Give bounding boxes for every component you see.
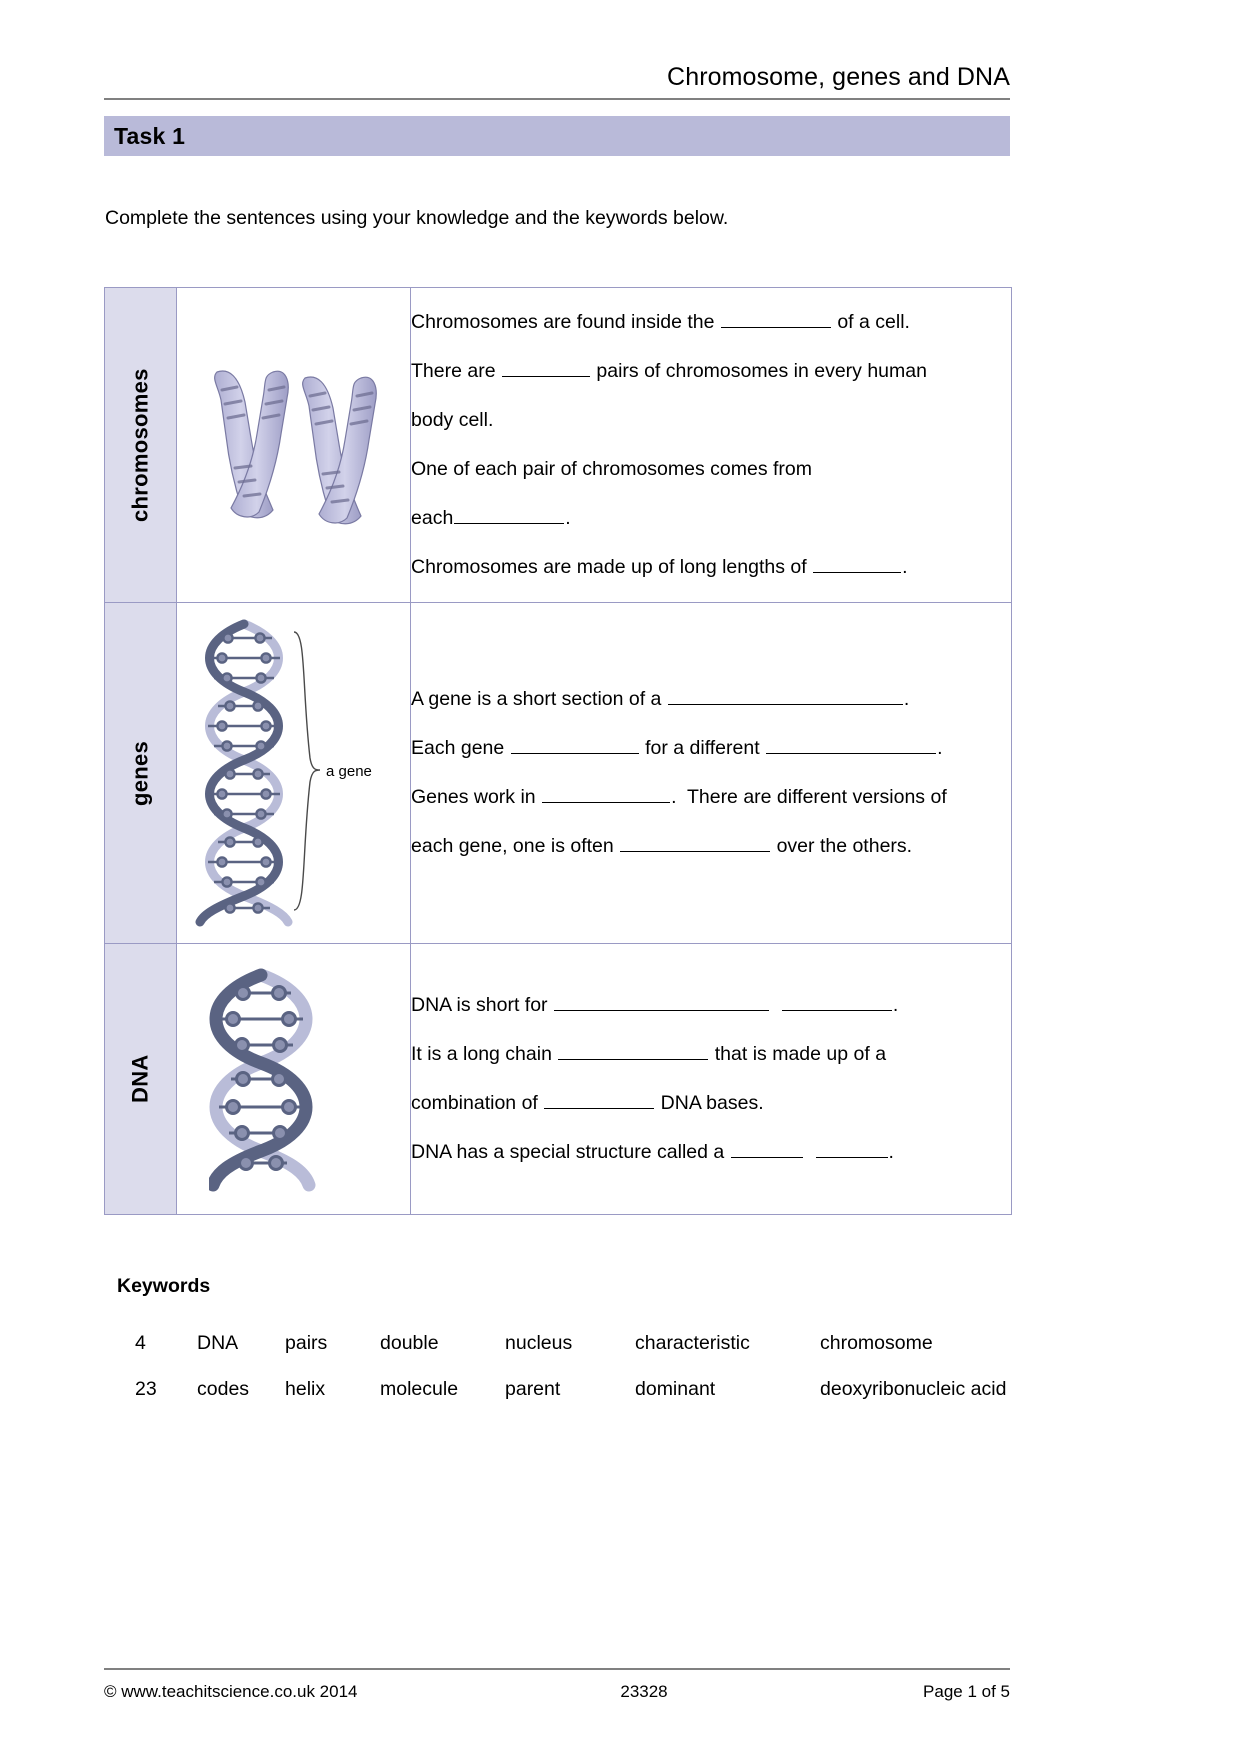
footer-page-number: Page 1 of 5 (923, 1682, 1010, 1701)
row-text-cell-chromosomes (411, 288, 1012, 603)
sentence: There are pairs of chromosomes in every human (411, 360, 927, 382)
keyword-item: characteristic (635, 1332, 750, 1354)
row-label-cell-chromosomes (105, 288, 177, 603)
answer-blank[interactable] (558, 1043, 708, 1060)
footer-copyright: © www.teachitscience.co.uk 2014 (104, 1682, 358, 1701)
row-label-chromosomes: chromosomes (127, 368, 153, 522)
task-banner-label: Task 1 (114, 122, 186, 149)
sentence: DNA is short for . (411, 994, 899, 1016)
answer-blank[interactable] (502, 360, 590, 377)
answer-blank[interactable] (542, 786, 670, 803)
row-label-cell-genes (105, 603, 177, 944)
answer-blank[interactable] (668, 688, 903, 705)
table-row (105, 288, 1012, 603)
sentence: body cell. (411, 409, 494, 431)
row-label-genes: genes (127, 740, 153, 806)
header-title: Chromosome, genes and DNA (667, 63, 1010, 91)
keyword-item: helix (285, 1378, 326, 1400)
header-divider (104, 98, 1010, 100)
keyword-item: 23 (135, 1378, 157, 1400)
row-text-cell-dna (411, 944, 1012, 1215)
sentence: It is a long chain that is made up of a (411, 1043, 887, 1065)
footer-reference: 23328 (620, 1682, 668, 1701)
keywords-row (117, 1366, 1017, 1412)
answer-blank[interactable] (766, 737, 936, 754)
row-text-cell-genes (411, 603, 1012, 944)
row-label-dna: DNA (127, 1054, 153, 1104)
answer-blank[interactable] (816, 1141, 888, 1158)
answer-blank[interactable] (813, 556, 901, 573)
sentence: Genes work in . There are different versions of (411, 786, 947, 808)
answer-blank[interactable] (511, 737, 639, 754)
keyword-item: dominant (635, 1378, 716, 1400)
answer-blank[interactable] (782, 994, 892, 1011)
keyword-item: pairs (285, 1332, 328, 1354)
sentence: Chromosomes are made up of long lengths of . (411, 556, 908, 578)
keyword-item: nucleus (505, 1332, 573, 1354)
footer-divider (104, 1668, 1010, 1670)
row-image-cell-genes (177, 603, 411, 944)
keyword-item: parent (505, 1378, 561, 1400)
dna-double-helix-illustration (209, 967, 379, 1192)
keyword-item: codes (197, 1378, 250, 1400)
page-footer (104, 1668, 1010, 1704)
gene-bracket-label: a gene (325, 763, 372, 780)
sentence: DNA has a special structure called a . (411, 1141, 894, 1163)
chromosome-pair-illustration (199, 360, 389, 530)
answer-blank[interactable] (454, 507, 564, 524)
keyword-item: 4 (135, 1332, 146, 1354)
keyword-item: chromosome (820, 1332, 933, 1354)
task-instruction: Complete the sentences using your knowledge and the keywords below. (105, 207, 729, 229)
sentence: each . (411, 507, 571, 529)
dna-helix-with-gene-bracket-illustration (194, 618, 394, 928)
keywords-list (117, 1320, 1017, 1412)
keywords-row (117, 1320, 1017, 1366)
keyword-item: deoxyribonucleic acid (820, 1378, 1007, 1400)
keyword-item: double (380, 1332, 439, 1354)
answer-blank[interactable] (544, 1092, 654, 1109)
keyword-item: molecule (380, 1378, 459, 1400)
answer-blank[interactable] (731, 1141, 803, 1158)
keyword-item: DNA (197, 1332, 239, 1354)
table-row (105, 603, 1012, 944)
sentence: One of each pair of chromosomes comes from (411, 458, 812, 480)
answer-blank[interactable] (554, 994, 769, 1011)
sentence: A gene is a short section of a . (411, 688, 910, 710)
sentence: combination of DNA bases. (411, 1092, 764, 1114)
sentence: each gene, one is often over the others. (411, 835, 913, 857)
sentence: Chromosomes are found inside the of a cell. (411, 311, 910, 333)
keywords-heading: Keywords (117, 1275, 211, 1297)
row-image-cell-chromosomes (177, 288, 411, 603)
page-header (104, 60, 1010, 100)
row-image-cell-dna (177, 944, 411, 1215)
row-label-cell-dna (105, 944, 177, 1215)
answer-blank[interactable] (620, 835, 770, 852)
answer-blank[interactable] (721, 311, 831, 328)
sentence: Each gene for a different . (411, 737, 943, 759)
task-banner (104, 116, 1010, 156)
worksheet-table (104, 287, 1012, 1215)
table-row (105, 944, 1012, 1215)
